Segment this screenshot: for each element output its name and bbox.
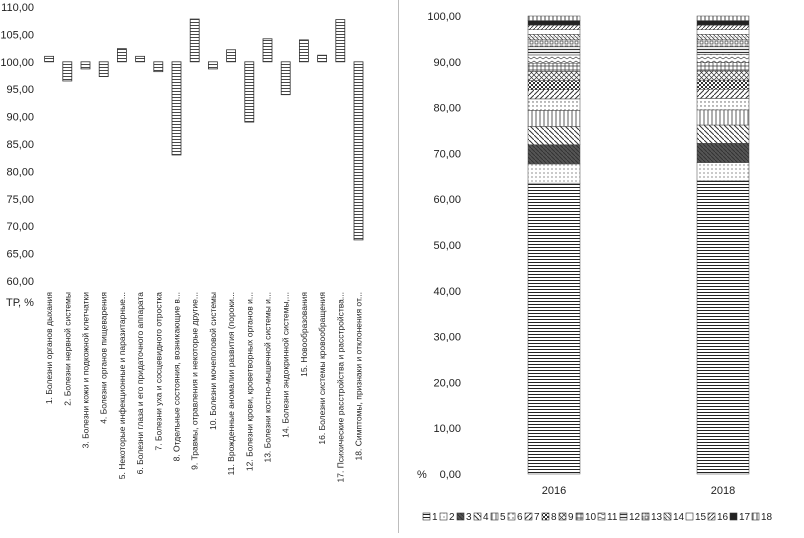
bar-12 — [245, 62, 254, 122]
segment-2018-series-12 — [697, 47, 749, 55]
legend-swatch-8 — [542, 513, 549, 520]
legend-label-11: 11 — [607, 512, 618, 523]
category-label: 15. Новообразования — [298, 292, 309, 377]
y-axis-label: ТР, % — [6, 297, 34, 309]
bar-3 — [81, 62, 90, 69]
y-tick-label: 80,00 — [433, 102, 461, 115]
legend-label-4: 4 — [483, 512, 489, 523]
segment-2016-series-7 — [528, 90, 580, 99]
y-axis-label-percent: % — [417, 469, 427, 481]
y-tick-label: 105,00 — [0, 29, 34, 42]
legend-label-5: 5 — [500, 512, 506, 523]
category-label: 10. Болезни мочеполовой системы — [207, 292, 218, 430]
segment-2018-series-6 — [697, 98, 749, 109]
segment-2016-series-9 — [528, 71, 580, 80]
right-chart-panel — [398, 0, 804, 533]
legend-label-18: 18 — [761, 512, 773, 523]
segment-2018-series-13 — [697, 40, 749, 47]
segment-2016-series-3 — [528, 145, 580, 164]
tr-percent-bar-chart — [0, 0, 398, 533]
legend-swatch-13 — [642, 513, 649, 520]
legend-label-7: 7 — [534, 512, 540, 523]
segment-2016-series-11 — [528, 55, 580, 63]
segment-2016-series-1 — [528, 183, 580, 474]
legend-swatch-4 — [474, 513, 481, 520]
segment-2016-series-4 — [528, 126, 580, 144]
y-tick-label: 70,00 — [433, 148, 461, 161]
y-tick-label: 10,00 — [433, 423, 461, 436]
category-label: 12. Болезни крови, кроветворных органов и... — [244, 292, 255, 472]
x-category-label: 2018 — [710, 485, 736, 497]
y-tick-label: 20,00 — [433, 377, 461, 390]
category-label: 6. Болезни глаза и его придаточного аппарата — [135, 292, 146, 475]
category-label: 1. Болезни органов дыхания — [44, 292, 55, 405]
bar-11 — [227, 50, 236, 62]
bar-7 — [154, 62, 163, 72]
legend-label-3: 3 — [466, 512, 472, 523]
segment-2016-series-6 — [528, 99, 580, 110]
segment-2016-series-12 — [528, 47, 580, 55]
legend-swatch-1 — [423, 513, 430, 520]
legend-swatch-5 — [491, 513, 498, 520]
legend-label-2: 2 — [449, 512, 455, 523]
segment-2018-series-15 — [697, 30, 749, 35]
legend-label-13: 13 — [651, 512, 663, 523]
category-label: 4. Болезни органов пищеварения — [98, 292, 109, 424]
y-tick-label: 100,00 — [0, 56, 34, 69]
segment-2018-series-18 — [697, 16, 749, 21]
y-tick-label: 40,00 — [433, 285, 461, 298]
legend-swatch-10 — [576, 513, 583, 520]
legend-swatch-6 — [508, 513, 515, 520]
segment-2018-series-16 — [697, 25, 749, 30]
legend-swatch-15 — [686, 513, 693, 520]
legend-label-12: 12 — [629, 512, 641, 523]
category-label: 7. Болезни уха и сосцевидного отростка — [153, 292, 164, 451]
category-label: 2. Болезни нервной системы — [62, 292, 73, 406]
segment-2018-series-9 — [697, 71, 749, 80]
legend-swatch-3 — [457, 513, 464, 520]
y-tick-label: 90,00 — [433, 56, 461, 69]
y-tick-label: 70,00 — [6, 221, 34, 234]
y-tick-label: 50,00 — [433, 240, 461, 252]
category-label: 14. Болезни эндокринной системы,... — [280, 292, 291, 438]
bar-8 — [172, 62, 181, 155]
y-tick-label: 60,00 — [433, 194, 461, 207]
segment-2018-series-4 — [697, 125, 749, 143]
legend-swatch-11 — [598, 513, 605, 520]
segment-2016-series-8 — [528, 81, 580, 90]
segment-2018-series-8 — [697, 80, 749, 89]
category-label: 18. Симптомы, признаки и отклонения от... — [353, 292, 364, 461]
y-tick-label: 90,00 — [6, 111, 34, 124]
legend-label-15: 15 — [695, 512, 707, 523]
y-tick-label: 100,00 — [427, 11, 461, 23]
bar-4 — [99, 62, 108, 77]
legend-swatch-7 — [525, 513, 532, 520]
category-label: 17. Психические расстройства и расстройства... — [335, 292, 346, 483]
stacked-structure-chart — [399, 0, 804, 533]
category-label: 11. Врожденные аномалии развития (пороки... — [226, 292, 237, 476]
segment-2016-series-15 — [528, 30, 580, 35]
bar-1 — [45, 56, 54, 61]
segment-2018-series-11 — [697, 54, 749, 62]
bar-14 — [281, 62, 290, 95]
legend-label-9: 9 — [568, 512, 574, 523]
legend-swatch-17 — [730, 513, 737, 520]
y-tick-label: 30,00 — [433, 331, 461, 344]
category-label: 16. Болезни системы кровообращения — [317, 292, 328, 445]
legend-label-16: 16 — [717, 512, 729, 523]
segment-2018-series-7 — [697, 89, 749, 98]
segment-2016-series-13 — [528, 40, 580, 47]
category-label: 8. Отдельные состояния, возникающие в... — [171, 292, 182, 462]
legend-label-17: 17 — [739, 512, 751, 523]
x-category-label: 2016 — [541, 485, 567, 497]
segment-2016-series-10 — [528, 63, 580, 71]
segment-2018-series-5 — [697, 110, 749, 125]
category-label: 13. Болезни костно-мышечной системы и... — [262, 292, 273, 463]
bar-17 — [336, 20, 345, 62]
category-label: 9. Травмы, отравления и некоторые другие... — [189, 292, 200, 470]
y-tick-label: 85,00 — [6, 139, 34, 151]
legend-label-10: 10 — [585, 512, 597, 523]
bar-5 — [117, 49, 126, 62]
segment-2018-series-3 — [697, 143, 749, 162]
legend-swatch-14 — [664, 513, 671, 520]
y-tick-label: 80,00 — [6, 166, 34, 179]
segment-2018-series-2 — [697, 163, 749, 181]
y-tick-label: 60,00 — [6, 276, 34, 288]
segment-2018-series-14 — [697, 34, 749, 39]
legend-label-14: 14 — [673, 512, 685, 523]
legend-label-8: 8 — [551, 512, 557, 523]
category-label: 3. Болезни кожи и подкожной клетчатки — [80, 292, 91, 449]
legend-swatch-18 — [752, 513, 759, 520]
bar-2 — [63, 62, 72, 81]
segment-2016-series-2 — [528, 164, 580, 183]
legend-swatch-2 — [440, 513, 447, 520]
segment-2016-series-16 — [528, 25, 580, 30]
y-tick-label: 0,00 — [439, 469, 461, 481]
legend-swatch-12 — [620, 513, 627, 520]
segment-2018-series-1 — [697, 181, 749, 474]
y-tick-label: 65,00 — [6, 248, 34, 261]
segment-2016-series-17 — [528, 21, 580, 26]
y-tick-label: 95,00 — [6, 84, 34, 97]
legend-label-6: 6 — [517, 512, 523, 523]
y-tick-label: 75,00 — [6, 193, 34, 206]
bar-16 — [318, 55, 327, 62]
category-label: 5. Некоторые инфекционные и паразитарные... — [116, 292, 127, 480]
y-tick-label: 110,00 — [1, 2, 34, 14]
bar-18 — [354, 62, 363, 240]
segment-2018-series-10 — [697, 63, 749, 71]
segment-2016-series-14 — [528, 34, 580, 39]
legend-swatch-9 — [559, 513, 566, 520]
segment-2016-series-18 — [528, 16, 580, 21]
legend-label-1: 1 — [432, 512, 438, 523]
bar-9 — [190, 19, 199, 62]
legend-swatch-16 — [708, 513, 715, 520]
bar-13 — [263, 39, 272, 62]
left-chart-panel — [0, 0, 398, 533]
bar-10 — [208, 62, 217, 69]
bar-15 — [299, 40, 308, 62]
bar-6 — [136, 56, 145, 61]
segment-2016-series-5 — [528, 110, 580, 126]
segment-2018-series-17 — [697, 21, 749, 26]
